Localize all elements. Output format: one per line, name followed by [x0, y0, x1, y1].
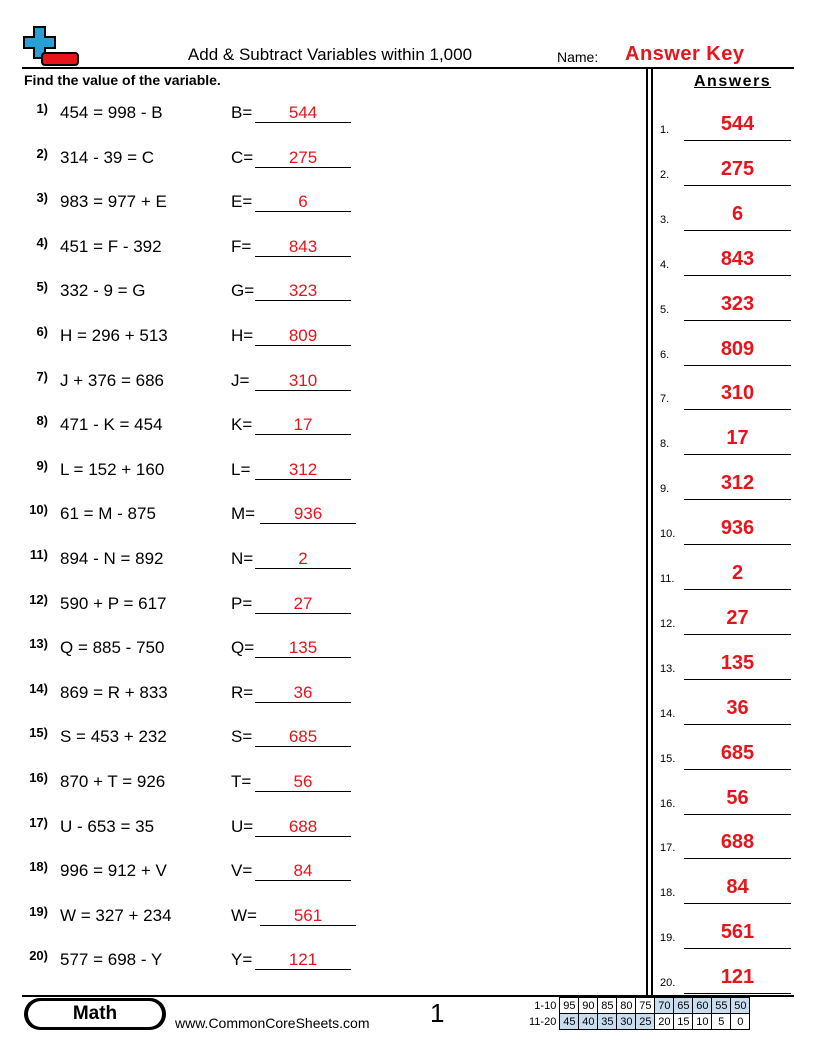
answer-key-row — [655, 465, 795, 505]
score-row — [527, 1014, 750, 1030]
problem-equation: H = 296 + 513 — [60, 326, 168, 345]
score-cell: 25 — [636, 1014, 655, 1030]
problem-equation: J + 376 = 686 — [60, 370, 164, 390]
problem-answer: 323 — [288, 281, 318, 301]
answer-key-line — [684, 814, 791, 815]
problem-row — [0, 770, 640, 800]
problem-variable-label: Q= — [231, 638, 255, 658]
header-divider — [22, 67, 794, 69]
answer-key-row — [655, 331, 795, 371]
answer-key-line — [684, 589, 791, 590]
problem-equation: 61 = M - 875 — [60, 504, 156, 524]
problem-answer: 36 — [293, 682, 313, 702]
problem-equation: 454 = 998 - B — [60, 103, 163, 122]
answer-key-line — [684, 769, 791, 770]
problem-row — [0, 592, 640, 622]
answer-key-row — [655, 645, 795, 685]
problem-row — [0, 190, 640, 220]
answer-key-line — [684, 544, 791, 545]
problem-answer: 135 — [288, 638, 318, 658]
answer-key-number: 7. — [660, 393, 670, 406]
answer-key-value: 561 — [720, 921, 755, 944]
answer-key-value: 17 — [726, 427, 749, 450]
problem-equation: 590 + P = 617 — [60, 593, 167, 613]
problem-variable-label: H= — [231, 326, 254, 345]
answer-key-number: 4. — [660, 258, 670, 271]
answer-key-line — [684, 724, 791, 725]
problem-answer: 310 — [288, 370, 318, 390]
answer-key-value: 936 — [720, 517, 755, 540]
answer-key-row — [655, 420, 795, 460]
problem-row — [0, 859, 640, 889]
problem-variable-label: M= — [231, 504, 256, 524]
problem-row — [0, 502, 640, 532]
problem-equation: S = 453 + 232 — [60, 727, 167, 747]
answer-key-row — [655, 510, 795, 550]
answer-key-row — [655, 824, 795, 864]
problem-answer: 685 — [288, 727, 318, 747]
problem-answer: 56 — [293, 772, 313, 791]
problem-answer: 2 — [298, 549, 308, 568]
score-cell: 30 — [617, 1014, 636, 1030]
answer-key-number: 20. — [660, 977, 676, 990]
answer-key-number: 17. — [660, 842, 676, 855]
answer-key-line — [684, 948, 791, 949]
score-cell: 15 — [674, 1014, 693, 1030]
answer-key-value: 310 — [720, 382, 755, 405]
problem-answer: 312 — [288, 459, 318, 479]
problem-number: 17) — [29, 814, 48, 830]
problem-equation: U - 653 = 35 — [60, 816, 155, 836]
answer-key-value: 688 — [720, 831, 755, 854]
problem-row — [0, 146, 640, 176]
answer-key-number: 15. — [660, 752, 676, 765]
plus-minus-logo-icon — [22, 25, 80, 69]
answer-key-number: 14. — [660, 707, 676, 720]
problem-equation: 894 - N = 892 — [60, 549, 164, 568]
problem-number: 15) — [29, 725, 48, 741]
answer-key-value: 56 — [726, 786, 749, 809]
problem-number: 13) — [29, 636, 48, 652]
problem-answer: 121 — [288, 950, 318, 970]
answer-key-row — [655, 375, 795, 415]
problem-equation: 332 - 9 = G — [60, 281, 146, 301]
answer-key-label: Answer Key — [625, 43, 745, 65]
answer-key-value: 27 — [726, 606, 749, 629]
answer-key-line — [684, 365, 791, 366]
problem-row — [0, 904, 640, 934]
problem-answer: 17 — [293, 415, 313, 435]
answer-key-value: 36 — [726, 696, 749, 719]
problem-variable-label: C= — [231, 147, 254, 167]
problem-answer: 27 — [293, 593, 313, 613]
problem-number: 10) — [29, 502, 48, 518]
problem-answer: 688 — [288, 816, 318, 836]
answer-key-value: 544 — [720, 113, 755, 135]
problem-row — [0, 681, 640, 711]
problem-variable-label: N= — [231, 549, 254, 568]
problem-variable-label: E= — [231, 192, 253, 212]
answer-key-line — [684, 499, 791, 500]
answer-key-line — [684, 679, 791, 680]
problem-answer: 809 — [288, 326, 318, 345]
problem-equation: 983 = 977 + E — [60, 192, 167, 212]
problem-number: 7) — [36, 368, 48, 384]
answer-key-value: 121 — [720, 966, 755, 989]
problem-row — [0, 101, 640, 131]
answer-key-value: 275 — [720, 157, 755, 180]
answer-key-row — [655, 869, 795, 909]
problem-equation: 869 = R + 833 — [60, 682, 168, 702]
answer-key-number: 3. — [660, 213, 670, 226]
problem-equation: 314 - 39 = C — [60, 147, 155, 167]
problem-row — [0, 235, 640, 265]
score-row-label: 1-10 — [534, 999, 557, 1012]
problem-variable-label: P= — [231, 593, 253, 613]
problem-variable-label: B= — [231, 103, 253, 122]
answer-key-value: 84 — [726, 876, 749, 899]
answer-key-line — [684, 275, 791, 276]
column-divider — [651, 68, 653, 996]
problem-variable-label: L= — [231, 459, 251, 479]
problem-number: 6) — [36, 324, 48, 339]
score-cell: 85 — [598, 998, 617, 1014]
score-cell: 10 — [693, 1014, 712, 1030]
problem-answer: 561 — [293, 905, 323, 925]
score-cell: 95 — [560, 998, 579, 1014]
score-cell: 90 — [579, 998, 598, 1014]
answer-key-number: 6. — [660, 348, 670, 361]
score-cell: 60 — [693, 998, 712, 1014]
problem-equation: 471 - K = 454 — [60, 415, 163, 435]
answer-key-row — [655, 241, 795, 281]
problem-equation: L = 152 + 160 — [60, 459, 165, 479]
problem-number: 14) — [29, 680, 48, 696]
answer-key-row — [655, 600, 795, 640]
answer-key-number: 13. — [660, 662, 676, 675]
problem-answer: 6 — [298, 192, 308, 212]
problem-variable-label: J= — [231, 370, 250, 390]
answer-key-value: 323 — [720, 292, 755, 315]
problem-row — [0, 324, 640, 354]
problem-equation: 870 + T = 926 — [60, 772, 166, 791]
problem-answer: 275 — [288, 147, 318, 167]
score-cell: 35 — [598, 1014, 617, 1030]
problem-number: 3) — [36, 190, 48, 206]
score-cell: 70 — [655, 998, 674, 1014]
answer-key-number: 18. — [660, 887, 676, 900]
score-cell: 50 — [731, 998, 750, 1014]
answer-key-row — [655, 959, 795, 999]
answer-key-number: 5. — [660, 303, 670, 316]
score-cell: 55 — [712, 998, 731, 1014]
answer-key-value: 2 — [731, 562, 744, 584]
answer-key-row — [655, 196, 795, 236]
problem-variable-label: G= — [231, 281, 255, 301]
problem-number: 19) — [29, 903, 48, 919]
answer-key-value: 809 — [720, 337, 755, 360]
problem-row — [0, 458, 640, 488]
answer-key-line — [684, 634, 791, 635]
answer-key-value: 843 — [720, 247, 755, 270]
answer-key-row — [655, 735, 795, 775]
problem-variable-label: F= — [231, 236, 252, 256]
problem-equation: 996 = 912 + V — [60, 861, 167, 881]
answer-key-row — [655, 151, 795, 191]
problem-row — [0, 369, 640, 399]
answer-key-number: 10. — [660, 528, 676, 541]
subject-label: Math — [28, 1001, 162, 1027]
answer-key-value: 685 — [720, 741, 755, 764]
problem-variable-label: U= — [231, 816, 254, 836]
answer-key-number: 9. — [660, 483, 670, 496]
problem-variable-label: R= — [231, 682, 254, 702]
score-cell: 75 — [636, 998, 655, 1014]
answer-key-line — [684, 993, 791, 994]
problem-row — [0, 725, 640, 755]
column-divider — [646, 68, 648, 996]
answer-key-row — [655, 106, 795, 146]
answer-key-row — [655, 780, 795, 820]
score-cell: 20 — [655, 1014, 674, 1030]
score-cell: 0 — [731, 1014, 750, 1030]
answer-key-value: 6 — [731, 202, 744, 225]
problem-number: 8) — [36, 413, 48, 429]
score-cell: 40 — [579, 1014, 598, 1030]
problem-equation: 451 = F - 392 — [60, 236, 162, 256]
answer-key-number: 8. — [660, 438, 670, 451]
problem-equation: 577 = 698 - Y — [60, 950, 163, 970]
answer-key-line — [684, 858, 791, 859]
answer-key-value: 135 — [720, 651, 755, 674]
answer-key-number: 16. — [660, 797, 676, 810]
problem-row — [0, 547, 640, 577]
problem-equation: Q = 885 - 750 — [60, 638, 165, 658]
subject-badge — [24, 998, 166, 1030]
answer-key-number: 1. — [660, 124, 670, 136]
problem-variable-label: V= — [231, 861, 253, 881]
worksheet-title: Add & Subtract Variables within 1,000 — [187, 45, 473, 64]
problem-number: 4) — [36, 234, 48, 250]
instructions: Find the value of the variable. — [24, 72, 221, 88]
answer-key-row — [655, 555, 795, 595]
answer-key-number: 12. — [660, 617, 676, 630]
answer-key-line — [684, 185, 791, 186]
answer-key-line — [684, 230, 791, 231]
footer-url: www.CommonCoreSheets.com — [175, 1015, 370, 1031]
score-table — [527, 997, 750, 1030]
problem-equation: W = 327 + 234 — [60, 905, 172, 925]
answer-key-row — [655, 286, 795, 326]
name-label: Name: — [557, 49, 599, 65]
problem-number: 20) — [29, 948, 48, 964]
problem-answer: 84 — [293, 861, 313, 881]
answer-key-line — [684, 409, 791, 410]
answer-key-row — [655, 690, 795, 730]
problem-number: 11) — [29, 547, 48, 562]
problem-row — [0, 948, 640, 978]
page-number: 1 — [430, 998, 445, 1028]
answers-column-title: Answers — [694, 73, 772, 90]
score-cell: 5 — [712, 1014, 731, 1030]
answer-key-line — [684, 320, 791, 321]
answer-key-line — [684, 903, 791, 904]
answer-key-line — [684, 454, 791, 455]
problem-answer: 936 — [293, 504, 323, 524]
score-row-label: 11-20 — [529, 1015, 557, 1028]
problem-number: 1) — [36, 101, 48, 116]
problem-row — [0, 413, 640, 443]
answer-key-value: 312 — [720, 472, 755, 495]
problem-variable-label: W= — [231, 905, 257, 925]
problem-number: 9) — [36, 457, 48, 473]
problem-answer: 544 — [288, 103, 318, 122]
problem-row — [0, 815, 640, 845]
problem-row — [0, 636, 640, 666]
score-row — [527, 998, 750, 1014]
problem-variable-label: Y= — [231, 950, 253, 970]
problem-row — [0, 279, 640, 309]
score-cell: 45 — [560, 1014, 579, 1030]
problem-number: 2) — [36, 145, 48, 161]
score-cell: 65 — [674, 998, 693, 1014]
problem-answer: 843 — [288, 236, 318, 256]
problem-variable-label: K= — [231, 415, 253, 435]
problem-number: 16) — [29, 770, 48, 785]
problem-variable-label: S= — [231, 727, 253, 747]
problem-number: 18) — [29, 859, 48, 875]
problem-number: 5) — [36, 279, 48, 295]
problem-variable-label: T= — [231, 772, 252, 791]
answer-key-row — [655, 914, 795, 954]
answer-key-number: 11. — [660, 573, 675, 585]
answer-key-number: 19. — [660, 932, 676, 945]
problem-number: 12) — [29, 591, 48, 607]
answer-key-number: 2. — [660, 168, 670, 181]
score-cell: 80 — [617, 998, 636, 1014]
answer-key-line — [684, 140, 791, 141]
